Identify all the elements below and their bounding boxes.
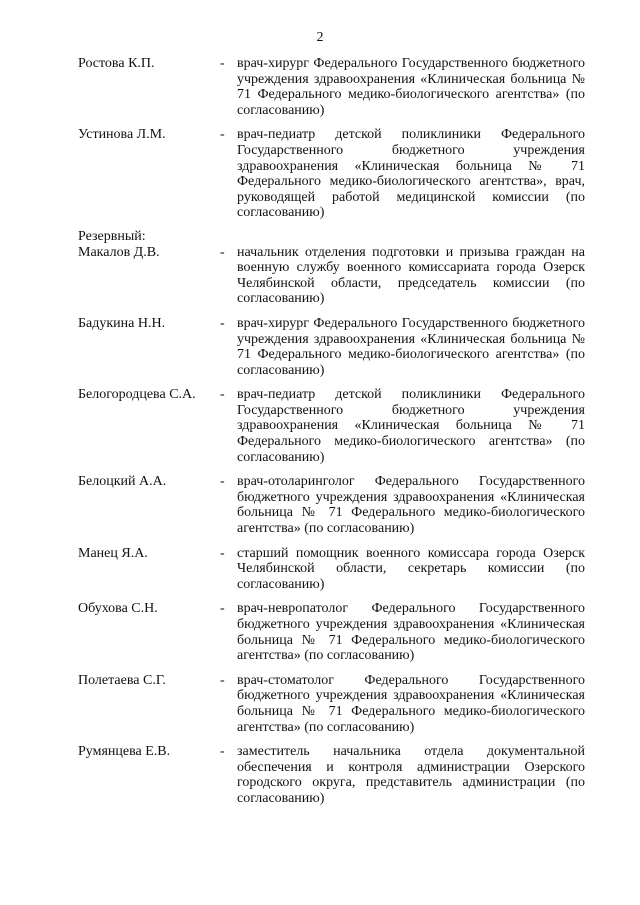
member-name: Ростова К.П. xyxy=(78,56,155,71)
member-name: Румянцева Е.В. xyxy=(78,744,171,760)
member-description: старший помощник военного комиссара города Озерск Челябинской области, секретарь комиссии (по согласованию) xyxy=(237,545,585,592)
page-number: 2 xyxy=(316,30,324,45)
member-dash: - xyxy=(220,244,225,260)
member-dash: - xyxy=(220,127,225,143)
commission-list xyxy=(78,56,598,807)
list-item xyxy=(78,546,598,593)
member-dash: - xyxy=(220,474,225,490)
member-description: врач-педиатр детской поликлиники Федерального Государственного бюджетного учреждения здравоохранения «Клиническая больница № 71 Федерального медико-биологического агентства», врач, руководящей работой медицинской комиссии (по согласованию) xyxy=(237,127,585,221)
reserve-section-label: Резервный: xyxy=(78,228,146,244)
member-description: врач-педиатр детской поликлиники Федерального Государственного бюджетного учреждения здравоохранения «Клиническая больница № 71 Федерального медико-биологического агентства» (по согласованию) xyxy=(237,387,585,465)
member-name: Полетаева С.Г. xyxy=(78,672,166,688)
member-description: начальник отделения подготовки и призыва граждан на военную службу военного комиссариата города Озерск Челябинской области, председатель комиссии (по согласованию) xyxy=(237,244,585,307)
list-item xyxy=(78,127,598,221)
list-item xyxy=(78,387,598,465)
member-description: врач-хирург Федерального Государственного бюджетного учреждения здравоохранения «Клиническая больница № 71 Федерального медико-биологического агентства» (по согласованию) xyxy=(237,315,585,378)
member-dash: - xyxy=(220,315,225,331)
list-item xyxy=(78,56,598,118)
list-item xyxy=(78,316,598,378)
member-description: врач-стоматолог Федерального Государственного бюджетного учреждения здравоохранения «Клиническая больница № 71 Федерального медико-биологического агентства» (по согласованию) xyxy=(237,672,585,735)
member-description: врач-хирург Федерального Государственного бюджетного учреждения здравоохранения «Клиническая больница № 71 Федерального медико-биологического агентства» (по согласованию) xyxy=(237,56,585,118)
member-name: Макалов Д.В. xyxy=(78,244,160,260)
member-dash: - xyxy=(220,672,225,688)
member-name: Белоцкий А.А. xyxy=(78,474,167,490)
list-item xyxy=(78,474,598,536)
member-name: Бадукина Н.Н. xyxy=(78,315,166,331)
list-item xyxy=(78,673,598,735)
member-name: Белогородцева С.А. xyxy=(78,387,196,403)
member-dash: - xyxy=(220,545,225,561)
member-name: Обухова С.Н. xyxy=(78,601,158,617)
member-dash: - xyxy=(220,56,225,71)
member-description: врач-отоларинголог Федерального Государственного бюджетного учреждения здравоохранения «Клиническая больница № 71 Федерального медико-биологического агентства» (по согласованию) xyxy=(237,474,585,537)
member-dash: - xyxy=(220,744,225,760)
member-description: врач-невропатолог Федерального Государственного бюджетного учреждения здравоохранения «Клиническая больница № 71 Федерального медико-биологического агентства» (по согласованию) xyxy=(237,601,585,664)
member-description: заместитель начальника отдела документальной обеспечения и контроля администрации Озерского городского округа, представитель администрации (по согласованию) xyxy=(237,744,585,806)
member-name: Манец Я.А. xyxy=(78,545,148,561)
member-dash: - xyxy=(220,601,225,617)
list-item xyxy=(78,744,598,806)
list-item xyxy=(78,601,598,663)
member-name: Устинова Л.М. xyxy=(78,127,166,143)
member-dash: - xyxy=(220,387,225,403)
list-item xyxy=(78,245,598,307)
